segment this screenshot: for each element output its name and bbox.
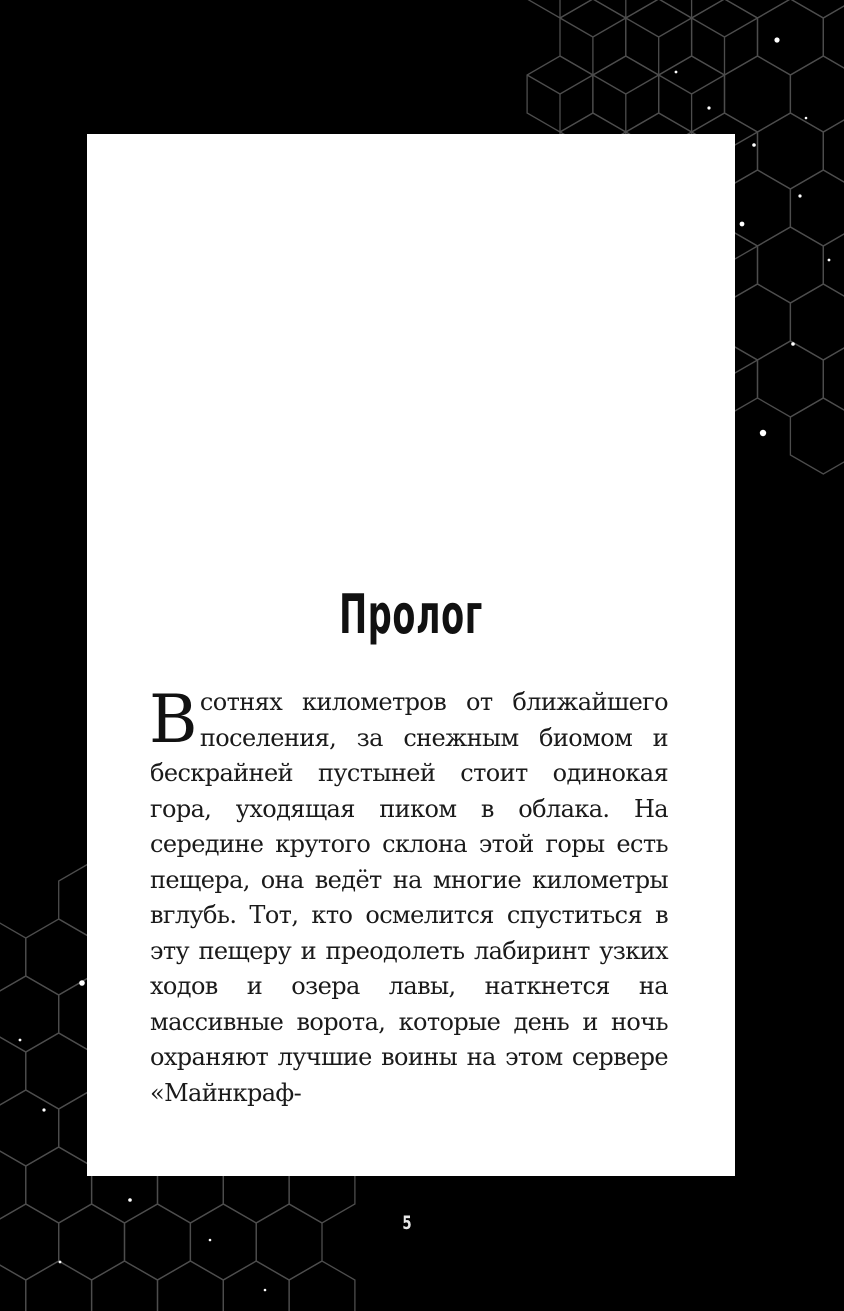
hexagon-cell <box>823 113 844 189</box>
hexagon-cell <box>92 1261 158 1311</box>
hexagon-cell <box>26 1033 92 1109</box>
cube-edge <box>725 18 758 37</box>
hexagon-cell <box>190 1204 256 1280</box>
cube-edge <box>560 18 593 37</box>
sparkle-dot <box>752 143 756 147</box>
sparkle-dot <box>760 430 766 436</box>
sparkle-dot <box>59 1261 62 1264</box>
sparkle-dot <box>79 980 85 986</box>
hexagon-cell <box>0 1261 26 1311</box>
sparkle-dot <box>805 117 808 120</box>
hexagon-cell <box>758 0 824 75</box>
cube-edge <box>626 75 659 94</box>
page-number: 5 <box>402 1212 412 1234</box>
hexagon-cell <box>758 113 824 189</box>
hexagon-cell <box>823 227 844 303</box>
cube-edge <box>659 18 692 37</box>
hexagon-cell <box>0 1204 59 1280</box>
cube-edge <box>593 75 626 94</box>
cube-edge <box>560 75 593 94</box>
hexagon-cell <box>26 1147 92 1223</box>
sparkle-dot <box>798 194 801 197</box>
drop-cap-letter: В <box>149 681 197 758</box>
hexagon-cell <box>758 341 824 417</box>
chapter-body-text <box>149 681 668 1111</box>
hexagon-cell <box>790 284 844 360</box>
hexagon-cell <box>125 1204 191 1280</box>
sparkle-dot <box>774 37 779 42</box>
hexagon-cell <box>758 227 824 303</box>
hexagon-cell <box>289 1261 355 1311</box>
sparkle-dot <box>128 1198 132 1202</box>
hexagon-cell <box>823 0 844 75</box>
hexagon-cell <box>0 1090 59 1166</box>
hexagon-cell <box>26 1261 92 1311</box>
cube-edge <box>626 18 659 37</box>
sparkle-dot <box>740 222 745 227</box>
hexagon-cell <box>823 341 844 417</box>
hexagon-cell <box>790 0 844 18</box>
cube-edge <box>527 75 560 94</box>
sparkle-dot <box>42 1108 45 1111</box>
hexagon-cell <box>725 56 791 132</box>
sparkle-dot <box>707 106 710 109</box>
sparkle-dot <box>209 1239 212 1242</box>
hexagon-cell <box>59 1204 125 1280</box>
sparkle-dot <box>675 71 678 74</box>
book-page <box>87 134 735 1176</box>
cube-edge <box>659 75 692 94</box>
hexagon-cell <box>256 1204 322 1280</box>
chapter-title: Пролог <box>339 583 483 646</box>
sparkle-dot <box>791 342 795 346</box>
sparkle-dot <box>264 1289 267 1292</box>
hexagon-cell <box>0 976 59 1052</box>
hexagon-cell <box>790 56 844 132</box>
cube-edge <box>593 18 626 37</box>
sparkle-dot <box>828 259 831 262</box>
hexagon-cell <box>223 1261 289 1311</box>
body-paragraph: сотнях километров от ближайшего поселения, за снежным биомом и бескрайней пустыней стоит одинокая гора, уходящая пиком в облака. На середине крутого склона этой горы есть пещера, она ведёт на многие километры вглубь. Тот, кто осмелится спуститься в эту пещеру и преодолеть лабиринт узких ходов и озера лавы, наткнется на массивные ворота, которые день и ночь охраняют лучшие воины на этом сервере «Майнкраф- <box>150 688 668 1107</box>
cube-edge <box>692 18 725 37</box>
cube-edge <box>692 75 725 94</box>
hexagon-cell <box>790 170 844 246</box>
hexagon-cell <box>725 0 791 18</box>
hexagon-cell <box>158 1261 224 1311</box>
sparkle-dot <box>19 1039 22 1042</box>
hexagon-cell <box>790 398 844 474</box>
